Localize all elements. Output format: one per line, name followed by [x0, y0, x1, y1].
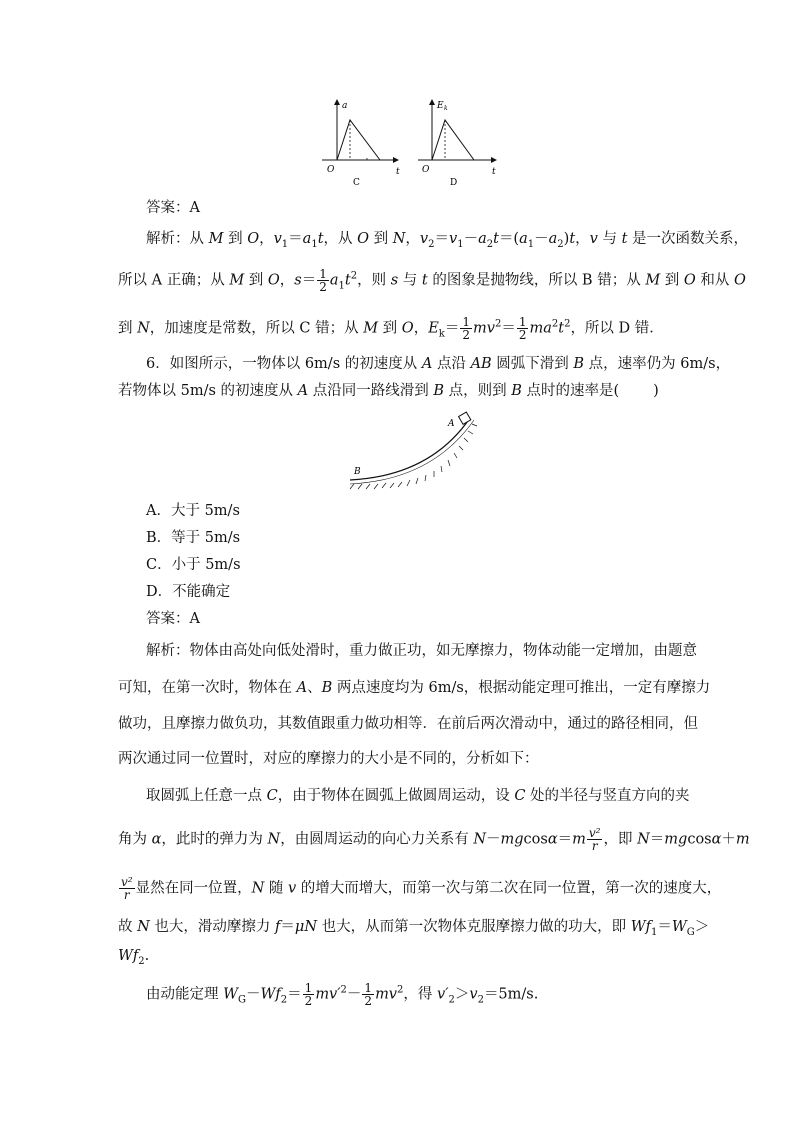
graph-d-origin: O: [422, 165, 430, 175]
q6-stem-line1: 6．如图所示，一物体以 6m/s 的初速度从 A 点沿 AB 圆弧下滑到 B 点，速率仍为 6m/s，: [146, 356, 731, 372]
q6-explanation-p2-l1: 取圆弧上任意一点 C，由于物体在圆弧上做圆周运动，设 C 处的半径与竖直方向的夹: [146, 788, 690, 804]
graph-d-caption: D: [450, 178, 458, 188]
q5-explanation-line1: 解析：从 M 到 O，$v_1=a_1t$，从 O 到 N，$v_2=v_1-a_2t=(a_1-a_2)t$，v 与 t 是一次函数关系，: [146, 231, 749, 250]
q6-explanation-p1-l2: 可知，在第一次时，物体在 A、B 两点速度均为 6m/s，根据动能定理可推出，一定有摩擦力: [118, 680, 711, 696]
graph-d: [418, 100, 496, 188]
q6-option-c[interactable]: C．小于 5m/s: [146, 557, 241, 573]
graph-c: [322, 100, 400, 188]
q6-explanation-p2-l4: 故 N 也大，滑动摩擦力 f＝μN 也大，从而第一次物体克服摩擦力做的功大，即 $Wf_1=W_G>$: [118, 919, 710, 938]
q5-explanation-line3: 到 N，加速度是常数，所以 C 错；从 M 到 O，$E_k=$ $\frac{1}{2}$ $mv^2=$ $\frac{1}{2}$ $ma^2t^2$，所以 D 错．: [118, 315, 664, 342]
point-b-label: B: [354, 467, 361, 477]
point-a-label: A: [448, 419, 455, 429]
q6-option-a[interactable]: A．大于 5m/s: [146, 503, 240, 519]
q6-stem-line2: 若物体以 5m/s 的初速度从 A 点沿同一路线滑到 B 点，则到 B 点时的速率是( ): [118, 383, 659, 399]
graph-figures-c-d: [310, 96, 510, 190]
q6-explanation-p3: 由动能定理 $W_G-Wf_2=$ $\frac{1}{2}$ $mv'^2-$ $\frac{1}{2}$ $mv^2$，得 $v'_2>v_2=5m/s$.: [146, 981, 539, 1008]
graph-c-xlabel: t: [396, 167, 400, 177]
graph-d-ysub: k: [444, 105, 448, 112]
q6-explanation-p1-l4: 两次通过同一位置时，对应的摩擦力的大小是不同的，分析如下：: [118, 751, 539, 767]
q6-explanation-p2-l3: $\frac{\text{v²}}{r}$ 显然在同一位置，N 随 v 的增大而增大，而第一次与第二次在同一位置，第一次的速度大，: [121, 875, 722, 902]
arc-track-figure: [340, 410, 490, 492]
graph-d-ylabel: E: [437, 101, 444, 111]
graph-c-ylabel: a: [342, 101, 348, 111]
q5-explanation-line2: 所以 A 正确；从 M 到 O，s＝ $\frac{1}{2}$ $a_1t^2$，则 s 与 t 的图象是抛物线，所以 B 错；从 M 到 O 和从 O: [118, 267, 746, 294]
q6-explanation-p2-l2: 角为 α，此时的弹力为 N，由圆周运动的向心力关系有 N－mgcosα＝m $\frac{\text{v²}}{r}$ ，即 N＝mgcosα＋m: [118, 826, 750, 853]
q6-explanation-p1-l1: 解析：物体由高处向低处滑时，重力做正功，如无摩擦力，物体动能一定增加，由题意: [146, 643, 697, 659]
q6-option-b[interactable]: B．等于 5m/s: [146, 530, 241, 546]
q5-answer: 答案：A: [146, 200, 200, 216]
block-icon: [459, 412, 471, 424]
q6-explanation-p2-l5: $Wf_2$.: [118, 948, 150, 967]
graph-c-caption: C: [353, 178, 360, 188]
q6-explanation-p1-l3: 做功，且摩擦力做负功，其数值跟重力做功相等．在前后两次滑动中，通过的路径相同，但: [118, 716, 698, 732]
graph-d-xlabel: t: [492, 167, 496, 177]
q6-answer: 答案：A: [146, 611, 200, 627]
graph-c-origin: O: [327, 165, 335, 175]
q6-option-d[interactable]: D．不能确定: [146, 584, 231, 600]
